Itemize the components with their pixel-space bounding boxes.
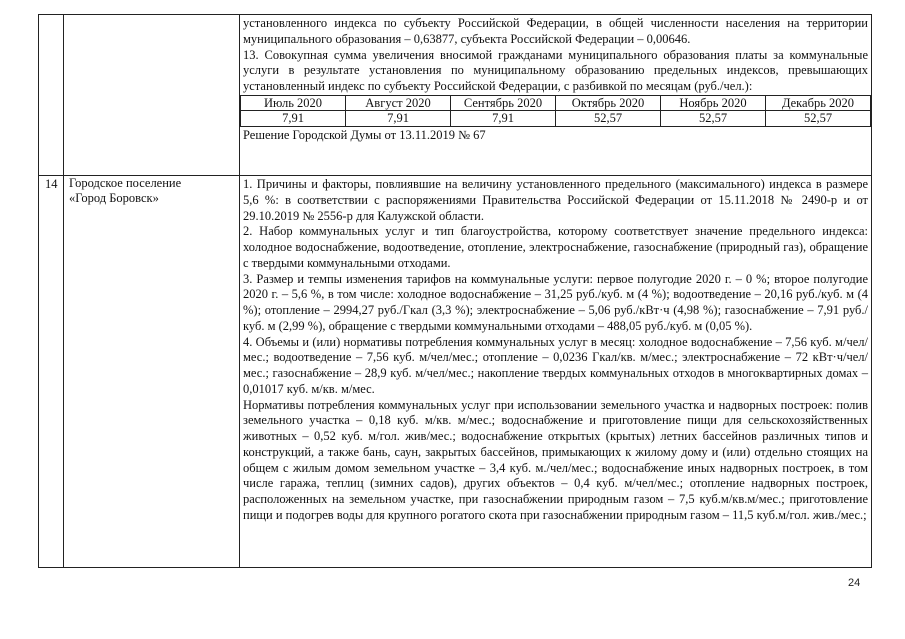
municipality-name-line1: Городское поселение <box>69 176 182 190</box>
paragraph-norms-land: Нормативы потребления коммунальных услуг при использовании земельного участка и надворных построек: полив земельного участка – 0,18 куб. м/кв. м/мес.; водоснабжение и приготовление пищи для сельскохозяйственных животных – 0,52 куб. м/гол. жив/мес.; водоснабжение открытых (крытых) летних бассейнов различных типов и конструкций, а также бань, саун, закрытых бассейнов, примыкающих к жилому дому и (или) отдельно стоящих на общем с жилым домом земельном участке – 3,4 куб. м./чел/мес.; водоснабжение иных надворных построек, в том числе гаража, теплиц (зимних садов), других объектов – 0,4 куб. м/чел/мес.; отопление надворных построек, расположенных на земельном участке, при газоснабжении природным газом – 7,5 куб.м/кв.м/мес.; приготовление пищи и подогрев воды для крупного рогатого скота при газоснабжении природным газом – 11,5 куб.м/гол. жив./мес.; <box>243 397 868 522</box>
month-header: Октябрь 2020 <box>556 95 661 111</box>
paragraph-1-reasons: 1. Причины и факторы, повлиявшие на величину установленного предельного (максимального) индекса в размере 5,6 %: в соответствии с распоряжениями Правительства Российской Федерации от 15.11.2018 № 2490-р и от 29.10.2019 № 2556-р для Калужской области. <box>243 177 868 223</box>
continuation-paragraph: установленного индекса по субъекту Российской Федерации, в общей численности населения на территории муниципального образования – 0,63877, субъекта Российской Федерации – 0,00646. <box>243 16 868 46</box>
cell-number <box>39 176 64 568</box>
month-value: 52,57 <box>766 111 871 127</box>
decision-reference: Решение Городской Думы от 13.11.2019 № 67 <box>243 127 486 142</box>
months-value-row <box>241 111 871 127</box>
table-bottom-border <box>38 567 872 568</box>
month-header: Декабрь 2020 <box>766 95 871 111</box>
month-header: Июль 2020 <box>241 95 346 111</box>
months-header-row <box>241 95 871 111</box>
cell-continuation-text <box>240 15 872 176</box>
month-value: 52,57 <box>556 111 661 127</box>
cell-municipality-name <box>64 176 240 568</box>
month-value: 7,91 <box>241 111 346 127</box>
table-row-14 <box>39 176 872 568</box>
page-number: 24 <box>848 577 861 589</box>
paragraph-2-services: 2. Набор коммунальных услуг и тип благоустройства, которому соответствует значение предельного индекса: холодное водоснабжение, водоотведение, отопление, электроснабжение, газоснабжение (природный газ), обращение с твердыми коммунальными отходами. <box>243 224 868 270</box>
cell-row14-text <box>240 176 872 568</box>
municipality-name-line2: «Город Боровск» <box>69 191 159 205</box>
cell-number-empty <box>39 15 64 176</box>
monthly-increase-table <box>240 95 871 127</box>
paragraph-4-volumes: 4. Объемы и (или) нормативы потребления коммунальных услуг в месяц: холодное водоснабжение – 7,56 куб. м/чел/мес.; водоотведение – 7,56 куб. м/чел/мес.; отопление – 0,0236 Гкал/кв. м/мес.; электроснабжение – 72 кВт·ч/чел/мес.; газоснабжение – 28,9 куб. м/чел/мес.; накопление твердых коммунальных отходов в многоквартирных домах – 0,01017 куб. м/кв. м/мес. <box>243 334 868 396</box>
cell-name-empty <box>64 15 240 176</box>
row-number: 14 <box>45 177 58 191</box>
item-13-paragraph: 13. Совокупная сумма увеличения вносимой гражданами муниципального образования платы за коммунальные услуги в результате установления по муниципальному образованию предельных индексов, превышающих установленный индекс по субъекту Российской Федерации, с разбивкой по месяцам (руб./чел.): <box>243 47 868 93</box>
paragraph-3-tariffs: 3. Размер и темпы изменения тарифов на коммунальные услуги: первое полугодие 2020 г. – 0 %; второе полугодие 2020 г. – 5,6 %, в том числе: холодное водоснабжение – 31,25 руб./куб. м (4 %); водоотведение – 20,16 руб./куб. м (4 %); отопление – 2994,27 руб./Гкал (3,3 %); электроснабжение – 5,06 руб./кВт·ч (4,98 %); газоснабжение – 7,91 руб./куб. м (2,99 %), обращение с твердыми коммунальными отходами – 488,05 руб./куб. м (0,05 %). <box>243 271 868 333</box>
month-value: 7,91 <box>346 111 451 127</box>
month-header: Август 2020 <box>346 95 451 111</box>
month-value: 52,57 <box>661 111 766 127</box>
month-header: Сентябрь 2020 <box>451 95 556 111</box>
month-value: 7,91 <box>451 111 556 127</box>
municipality-table <box>38 14 872 568</box>
month-header: Ноябрь 2020 <box>661 95 766 111</box>
table-row-continuation <box>39 15 872 176</box>
